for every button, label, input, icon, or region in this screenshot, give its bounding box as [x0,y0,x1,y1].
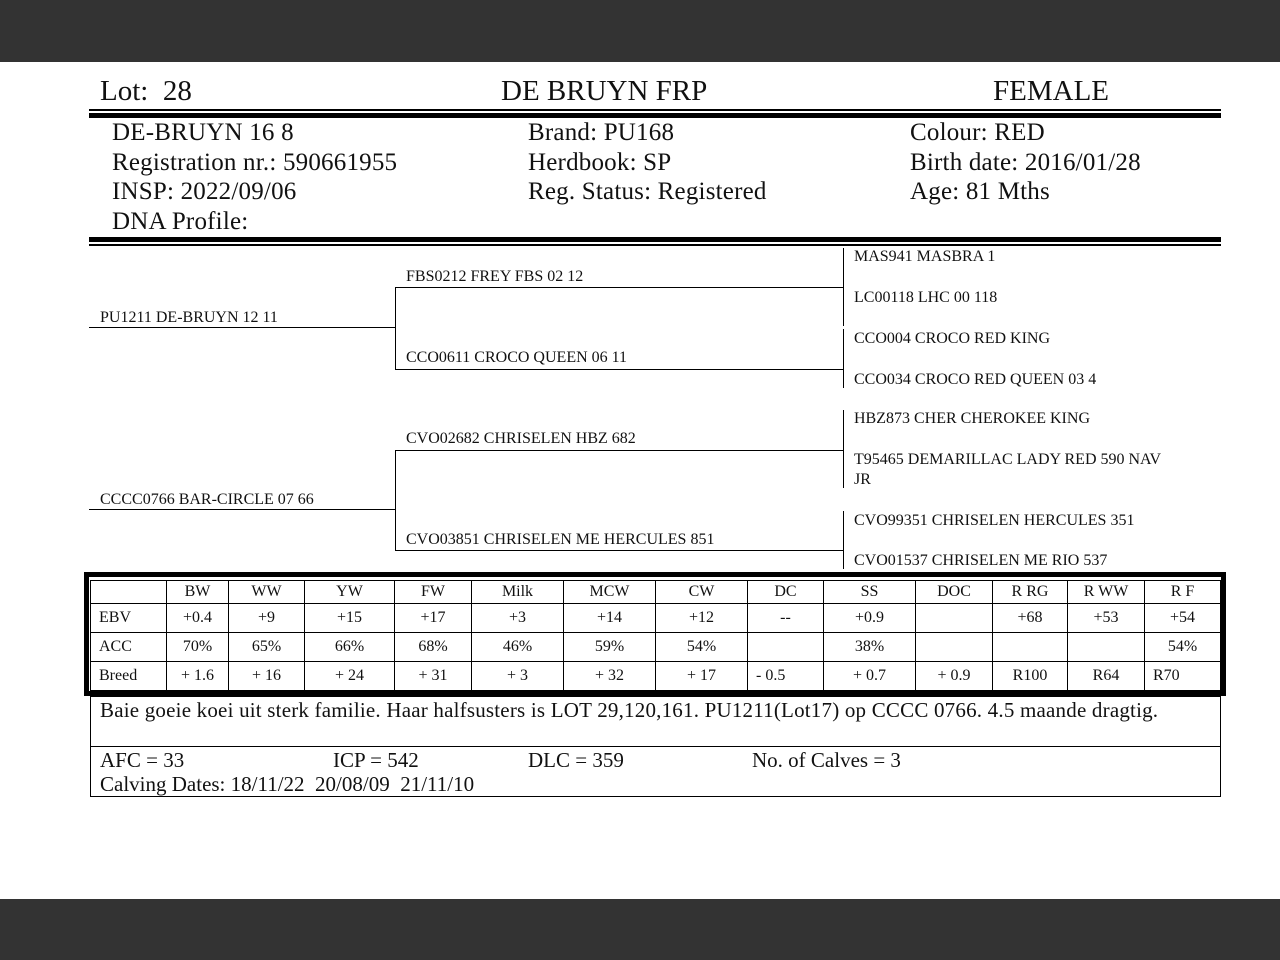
gg-4: CCO034 CROCO RED QUEEN 03 4 [854,371,1097,388]
herdbook: Herdbook: SP [528,149,672,176]
breed-cell: + 31 [395,662,472,691]
sex-label: FEMALE [993,75,1109,107]
gg-connector-1 [843,248,844,326]
ebv-header-cell: R F [1145,581,1221,604]
acc-row-label: ACC [91,633,167,662]
breed-cell: + 0.9 [916,662,993,691]
sire-connector [395,287,396,369]
lot-number: 28 [162,75,192,107]
ebv-cell: +17 [395,604,472,633]
ebv-cell: +68 [993,604,1068,633]
ebv-cell: +14 [564,604,656,633]
bottom-bar [0,899,1280,960]
ebv-cell: +9 [229,604,305,633]
breed-cell: R64 [1068,662,1145,691]
acc-cell: 68% [395,633,472,662]
breed-cell: R100 [993,662,1068,691]
brand: Brand: PU168 [528,119,675,146]
acc-cell: 59% [564,633,656,662]
gg-6: T95465 DEMARILLAC LADY RED 590 NAV [854,451,1162,468]
acc-cell: 38% [824,633,916,662]
breed-cell: - 0.5 [748,662,824,691]
breeder-name: DE BRUYN FRP [501,75,708,107]
gg-5: HBZ873 CHER CHEROKEE KING [854,410,1090,427]
ebv-cell: +15 [305,604,395,633]
dam-dam: CVO03851 CHRISELEN ME HERCULES 851 [406,531,715,548]
breed-row [91,662,1221,691]
ebv-header-cell: BW [167,581,229,604]
lot-label: Lot: 28 [100,75,192,107]
ebv-header-cell: CW [656,581,748,604]
gg-6-cont: JR [854,471,871,488]
breed-cell: + 24 [305,662,395,691]
header-rule-thick [89,113,1221,118]
sire-sire: FBS0212 FREY FBS 02 12 [406,268,584,285]
dam-dam-line [395,550,843,551]
header-rule-thin [89,109,1221,111]
gg-2: LC00118 LHC 00 118 [854,289,998,306]
breed-cell: R70 [1145,662,1221,691]
dna-profile: DNA Profile: [112,208,249,235]
ebv-header-cell: DC [748,581,824,604]
ebv-header-cell: DOC [916,581,993,604]
ebv-header-cell: YW [305,581,395,604]
sire-dam: CCO0611 CROCO QUEEN 06 11 [406,349,628,366]
acc-cell: 70% [167,633,229,662]
ebv-cell: +0.9 [824,604,916,633]
top-bar [0,0,1280,62]
acc-cell [748,633,824,662]
dam-line [89,509,395,510]
gg-3: CCO004 CROCO RED KING [854,330,1051,347]
icp: ICP = 542 [333,748,419,772]
breed-cell: + 32 [564,662,656,691]
acc-cell [1068,633,1145,662]
breed-cell: + 16 [229,662,305,691]
acc-cell [993,633,1068,662]
gg-connector-4 [843,511,844,569]
dam-connector [395,450,396,550]
acc-cell: 65% [229,633,305,662]
info-rule-thick [89,237,1221,242]
gg-8: CVO01537 CHRISELEN ME RIO 537 [854,552,1108,569]
ebv-header-cell: FW [395,581,472,604]
ebv-header-cell: WW [229,581,305,604]
sire: PU1211 DE-BRUYN 12 11 [100,309,278,326]
animal-name: DE-BRUYN 16 8 [112,119,294,146]
ebv-header-cell: R WW [1068,581,1145,604]
breed-row-label: Breed [91,662,167,691]
acc-cell: 46% [472,633,564,662]
breed-cell: + 17 [656,662,748,691]
insp-date: INSP: 2022/09/06 [112,178,297,205]
ebv-cell: +54 [1145,604,1221,633]
ebv-header-cell: SS [824,581,916,604]
ebv-header-cell: MCW [564,581,656,604]
ebv-cell: +12 [656,604,748,633]
acc-cell: 54% [656,633,748,662]
dlc: DLC = 359 [528,748,624,772]
age: Age: 81 Mths [910,178,1050,205]
ebv-header-row [91,581,1221,604]
ebv-header-cell: R RG [993,581,1068,604]
breed-cell: + 1.6 [167,662,229,691]
acc-row [91,633,1221,662]
ebv-header-cell: Milk [472,581,564,604]
acc-cell [916,633,993,662]
colour: Colour: RED [910,119,1045,146]
ebv-table [90,580,1221,691]
sire-sire-line [395,287,843,288]
registration-number: Registration nr.: 590661955 [112,149,398,176]
ebv-row [91,604,1221,633]
calves-count: No. of Calves = 3 [752,748,901,772]
acc-cell: 66% [305,633,395,662]
gg-7: CVO99351 CHRISELEN HERCULES 351 [854,512,1135,529]
acc-cell: 54% [1145,633,1221,662]
ebv-row-label: EBV [91,604,167,633]
gg-connector-2 [843,329,844,388]
dam-sire-line [395,450,843,451]
sire-dam-line [395,369,843,370]
birth-date: Birth date: 2016/01/28 [910,149,1141,176]
breed-cell: + 3 [472,662,564,691]
dam: CCCC0766 BAR-CIRCLE 07 66 [100,491,314,508]
ebv-cell: +53 [1068,604,1145,633]
reg-status: Reg. Status: Registered [528,178,767,205]
afc: AFC = 33 [100,748,185,772]
ebv-cell: -- [748,604,824,633]
dam-sire: CVO02682 CHRISELEN HBZ 682 [406,430,636,447]
gg-connector-3 [843,410,844,488]
ebv-header-cell [91,581,167,604]
ebv-cell: +0.4 [167,604,229,633]
breed-cell: + 0.7 [824,662,916,691]
info-rule-thin [89,244,1221,246]
comment-text: Baie goeie koei uit sterk familie. Haar halfsusters is LOT 29,120,161. PU1211(Lot17) op CCCC 0766. 4.5 maande dragtig. [100,698,1159,722]
comment-divider [90,746,1221,747]
ebv-cell: +3 [472,604,564,633]
calving-dates: Calving Dates: 18/11/22 20/08/09 21/11/10 [100,772,475,796]
ebv-cell [916,604,993,633]
sire-line [89,327,395,328]
gg-1: MAS941 MASBRA 1 [854,248,996,265]
